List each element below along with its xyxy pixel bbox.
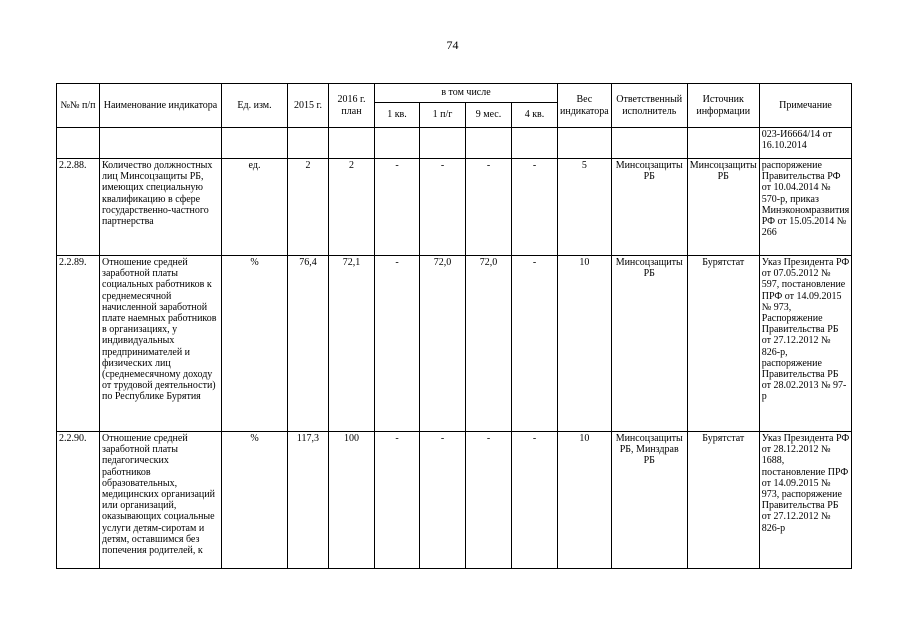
row-responsible: Минсоцзащиты РБ, Минздрав РБ	[611, 432, 687, 569]
row-responsible: Минсоцзащиты РБ	[611, 159, 687, 256]
row-2016: 100	[329, 432, 375, 569]
row-weight: 10	[558, 432, 612, 569]
row-name: Количество должностных лиц Минсоцзащиты РБ, имеющих специальную квалификацию в сфере государственно-частного партнерства	[100, 159, 222, 256]
row-weight: 10	[558, 256, 612, 432]
row-weight: 5	[558, 159, 612, 256]
table-row	[57, 159, 852, 256]
header-2016-plan: 2016 г. план	[329, 84, 375, 128]
header-h1: 1 п/г	[420, 103, 466, 128]
row-name: Отношение средней заработной платы социальных работников к среднемесячной начисленной заработной плате наемных работников в организациях, у индивидуальных предпринимателей и физических лиц (среднемесячному доходу от трудовой деятельности) по Республике Бурятия	[100, 256, 222, 432]
row-9m: 72,0	[466, 256, 512, 432]
continuation-note: 023-И6664/14 от 16.10.2014	[759, 128, 852, 159]
row-note: Указ Президента РФ от 07.05.2012 № 597, постановление ПРФ от 14.09.2015 № 973, Распоряжение Правительства РБ от 27.12.2012 № 826-р, распоряжение Правительства РБ от 28.02.2013 № 97-р	[759, 256, 852, 432]
row-num: 2.2.88.	[57, 159, 100, 256]
row-q4: -	[512, 432, 558, 569]
row-source: Бурятстат	[687, 256, 759, 432]
row-q1: -	[375, 432, 420, 569]
row-2015: 117,3	[288, 432, 329, 569]
row-2015: 2	[288, 159, 329, 256]
header-weight: Вес индикатора	[558, 84, 612, 128]
row-h1: -	[420, 159, 466, 256]
header-note: Примечание	[759, 84, 852, 128]
row-unit: ед.	[222, 159, 288, 256]
header-9m: 9 мес.	[466, 103, 512, 128]
row-q4: -	[512, 159, 558, 256]
page-number: 74	[446, 38, 459, 52]
row-q4: -	[512, 256, 558, 432]
table-row	[57, 256, 852, 432]
row-name: Отношение средней заработной платы педагогических работников образовательных, медицинских организаций или организаций, оказывающих социальные услуги детям-сиротам и детям, оставшимся без попечения родителей, к	[100, 432, 222, 569]
row-9m: -	[466, 159, 512, 256]
row-note: Указ Президента РФ от 28.12.2012 № 1688, постановление ПРФ от 14.09.2015 № 973, распоряжение Правительства РБ от 27.12.2012 № 826-р	[759, 432, 852, 569]
header-responsible: Ответственный исполнитель	[611, 84, 687, 128]
table-row	[57, 432, 852, 569]
header-unit: Ед. изм.	[222, 84, 288, 128]
row-unit: %	[222, 256, 288, 432]
row-q1: -	[375, 256, 420, 432]
header-including: в том числе	[375, 84, 558, 103]
row-2015: 76,4	[288, 256, 329, 432]
row-q1: -	[375, 159, 420, 256]
row-source: Минсоцзащиты РБ	[687, 159, 759, 256]
header-row-1	[57, 84, 852, 103]
row-2016: 72,1	[329, 256, 375, 432]
row-num: 2.2.89.	[57, 256, 100, 432]
continuation-row	[57, 128, 852, 159]
header-q1: 1 кв.	[375, 103, 420, 128]
row-2016: 2	[329, 159, 375, 256]
row-9m: -	[466, 432, 512, 569]
header-name: Наименование индикатора	[100, 84, 222, 128]
row-unit: %	[222, 432, 288, 569]
header-source: Источник информации	[687, 84, 759, 128]
row-note: распоряжение Правительства РФ от 10.04.2014 № 570-р, приказ Минэкономразвития РФ от 15.05.2014 № 266	[759, 159, 852, 256]
indicators-table	[56, 83, 852, 569]
row-num: 2.2.90.	[57, 432, 100, 569]
row-responsible: Минсоцзащиты РБ	[611, 256, 687, 432]
row-source: Бурятстат	[687, 432, 759, 569]
header-2015: 2015 г.	[288, 84, 329, 128]
row-h1: -	[420, 432, 466, 569]
header-num: №№ п/п	[57, 84, 100, 128]
row-h1: 72,0	[420, 256, 466, 432]
header-q4: 4 кв.	[512, 103, 558, 128]
